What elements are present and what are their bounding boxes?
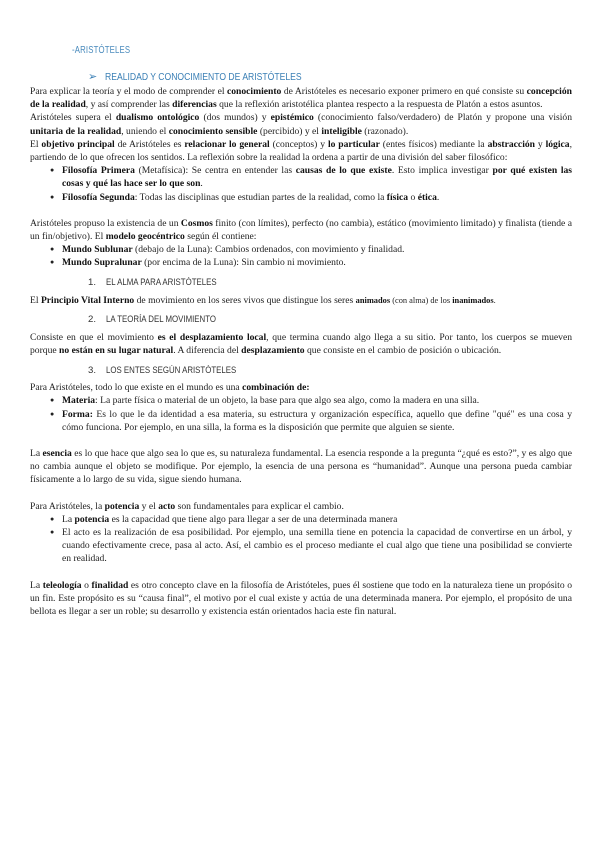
bold-term: finalidad — [91, 579, 129, 591]
text-run: El — [30, 138, 42, 150]
bold-term: inanimados — [452, 295, 494, 305]
subsection-heading-text: LA TEORÍA DEL MOVIMIENTO — [106, 314, 217, 326]
text-run: (Metafísica): Se centra en entender las — [134, 165, 296, 177]
paragraph — [30, 85, 572, 111]
text-run: Para Aristóteles, todo lo que existe en el mundo es una — [30, 382, 243, 394]
list-item — [50, 164, 572, 190]
subsection-number: 3. — [88, 364, 97, 376]
subsection-heading — [88, 276, 572, 290]
bold-term: acto — [158, 500, 176, 512]
bullet-list — [30, 513, 572, 566]
text-run: que la reflexión aristotélica plantea respecto a la respuesta de Platón a estos asuntos. — [216, 99, 543, 111]
text-run: Aristóteles propuso la existencia de un — [30, 217, 181, 229]
text-run: (debajo de la Luna): Cambios ordenados, con movimiento y finalidad. — [132, 244, 405, 256]
text-run: y — [535, 138, 546, 150]
bold-term: Filosofía Primera — [62, 165, 135, 177]
bold-term: dualismo ontológico — [115, 112, 200, 124]
bold-term: potencia — [104, 500, 140, 512]
text-run: , que termina cuando algo llega a su sitio. Por tanto, los cuerpos se mueven porque — [30, 331, 572, 357]
text-run: , y así comprender las — [85, 99, 173, 111]
bold-term: Cosmos — [180, 217, 213, 229]
text-run: Para explicar la teoría y el modo de comprender el — [30, 86, 227, 97]
text-run: . A diferencia del — [173, 345, 242, 357]
bold-term: lógica — [545, 138, 570, 150]
text-run: es la capacidad que tiene algo para llegar a ser de una determinada manera — [109, 513, 398, 525]
text-run: . Esto implica investigar — [391, 165, 493, 177]
subsection-heading-text: EL ALMA PARA ARISTÓTELES — [106, 277, 217, 289]
text-run: , partiendo de lo que ofrecen los sentidos. La reflexión sobre la realidad la ordena a partir de una división del saber filosófico: — [30, 138, 572, 164]
text-run: (percibido) y el — [257, 125, 322, 137]
document-title: -ARISTÓTELES — [72, 45, 131, 56]
bold-term: desplazamiento — [241, 345, 305, 357]
list-item — [50, 191, 572, 204]
text-run: (conceptos) y — [269, 138, 328, 150]
bullet-list — [30, 394, 572, 434]
text-run: La — [30, 448, 43, 460]
list-item — [50, 394, 572, 407]
text-run: El acto es la realización de esa posibilidad. Por ejemplo, una semilla tiene en potencia la capacidad de convertirse en un árbol, y cuando efectivamente crece, pasa al acto. Así, el cambio es el proceso mediante el cual algo que tiene una posibilidad se convierte en realidad. — [62, 527, 572, 565]
bold-term: objetivo principal — [41, 138, 115, 150]
bold-term: esencia — [42, 448, 72, 460]
bold-term: teleología — [42, 579, 82, 591]
bold-term: lo particular — [327, 138, 380, 150]
subsection-number: 2. — [88, 314, 97, 326]
bold-term: inteligible — [321, 125, 362, 137]
text-run: (conocimiento falso/verdadero) de Platón y propone una visión — [313, 112, 572, 124]
text-run: de Aristóteles es — [114, 138, 185, 150]
text-run: Aristóteles supera el — [30, 112, 116, 124]
section-heading-text: REALIDAD Y CONOCIMIENTO DE ARISTÓTELES — [105, 70, 302, 83]
bold-term: Mundo Supralunar — [62, 257, 142, 269]
text-run: La — [62, 513, 75, 525]
paragraph — [30, 579, 572, 619]
text-run: (entes físicos) mediante la — [379, 138, 488, 150]
text-run: . — [493, 295, 496, 305]
bold-term: animados — [355, 295, 391, 305]
text-run: es otro concepto clave en la filosofía de Aristóteles, pues él sostiene que todo en la naturaleza tiene un propósito o un fin. Este propósito es su “causa final”, el motivo por el cual existe y actúa de una determinada manera. Por ejemplo, el propósito de una bellota es llegar a ser un roble; su desarrollo y existencia están orientados hacia este fin natural. — [30, 579, 572, 618]
text-run: de Aristóteles es necesario exponer primero en qué consiste su — [281, 86, 527, 97]
bold-term: Materia — [62, 395, 96, 407]
list-item — [50, 256, 572, 269]
list-item — [50, 408, 572, 434]
bullet-list — [30, 164, 572, 204]
text-run: (por encima de la Luna): Sin cambio ni movimiento. — [141, 257, 346, 269]
bullet-list — [30, 243, 572, 269]
list-item — [50, 513, 572, 526]
paragraph — [30, 381, 572, 394]
bold-term: modelo geocéntrico — [105, 231, 185, 243]
text-run: o — [81, 579, 92, 591]
text-run: Consiste en que el movimiento — [30, 331, 158, 343]
text-run: Para Aristóteles, la — [30, 500, 105, 512]
text-run: Es lo que le da identidad a esa materia, su estructura y organización específica, aquello que define "qué" es una cosa y cómo funciona. Por ejemplo, en una silla, la forma es la disposición que permite que alguien se siente. — [62, 408, 572, 433]
text-run: : La parte física o material de un objeto, la base para que algo sea algo, como la madera en una silla. — [95, 395, 480, 407]
bold-term: Mundo Sublunar — [62, 244, 133, 256]
bold-term: epistémico — [270, 112, 314, 124]
paragraph — [30, 331, 572, 357]
bold-term: Principio Vital Interno — [40, 294, 135, 306]
text-run: La — [30, 579, 43, 591]
bold-term: combinación de: — [242, 382, 310, 394]
text-run: , uniendo el — [121, 125, 169, 137]
bold-term: física — [386, 191, 409, 203]
paragraph — [30, 500, 572, 513]
subsection-heading — [88, 313, 572, 327]
bold-term: relacionar lo general — [184, 138, 270, 150]
bold-term: potencia — [74, 513, 110, 525]
text-run: (razonado). — [361, 125, 409, 137]
text-run: son fundamentales para explicar el cambio. — [175, 500, 344, 512]
bold-term: es el desplazamiento local — [157, 331, 267, 343]
subsection-number: 1. — [88, 277, 97, 289]
text-run: que consiste en el cambio de posición o ubicación. — [304, 345, 502, 357]
text-run: según él contiene: — [184, 231, 257, 243]
document-body — [30, 44, 572, 618]
text-run: El — [30, 294, 41, 306]
text-run: (dos mundos) y — [199, 112, 271, 124]
text-run: (con alma) de los — [390, 295, 453, 305]
text-run: y el — [139, 500, 159, 512]
paragraph — [30, 217, 572, 243]
bold-term: Forma: — [62, 408, 93, 420]
bold-term: diferencias — [172, 99, 217, 111]
paragraph — [30, 294, 572, 307]
arrow-bullet-icon: ➢ — [88, 70, 98, 83]
bold-term: ética — [417, 191, 437, 203]
text-run: de movimiento en los seres vivos que distingue los seres — [134, 294, 356, 306]
bold-term: no están en su lugar natural — [59, 345, 174, 357]
list-item — [50, 526, 572, 566]
paragraph — [30, 447, 572, 487]
text-run: . — [200, 178, 203, 190]
text-run: . — [436, 191, 440, 203]
paragraph — [30, 111, 572, 137]
section-heading — [88, 70, 572, 85]
list-item — [50, 243, 572, 256]
text-run: finito (con límites), perfecto (no cambia), estático (movimiento limitado) y finalista (tiende a un fin/objetivo). El — [30, 217, 572, 243]
bold-term: conocimiento — [226, 86, 282, 97]
text-run: es lo que hace que algo sea lo que es, su naturaleza fundamental. La esencia responde a la pregunta “¿qué es esto?”, y es algo que no cambia aunque el objeto se modifique. Por ejemplo, la esencia de una persona es “humanidad”. Aunque una persona pueda cambiar físicamente a lo largo de su vida, sigue siendo humana. — [30, 448, 572, 486]
bold-term: Filosofía Segunda — [62, 191, 135, 203]
paragraph — [30, 138, 572, 164]
subsection-heading-text: LOS ENTES SEGÚN ARISTÓTELES — [106, 364, 237, 376]
bold-term: conocimiento sensible — [168, 125, 258, 137]
bold-term: concepción de la realidad — [30, 86, 572, 111]
bold-term: unitaria de la realidad — [30, 125, 122, 137]
text-run: : Todas las disciplinas que estudian partes de la realidad, como la — [134, 191, 387, 203]
bold-term: causas de lo que existe — [295, 165, 392, 177]
bold-term: abstracción — [487, 138, 535, 150]
subsection-heading — [88, 363, 572, 377]
bold-term: por qué existen las cosas y qué las hace ser lo que son — [62, 165, 573, 190]
text-run: o — [408, 191, 418, 203]
